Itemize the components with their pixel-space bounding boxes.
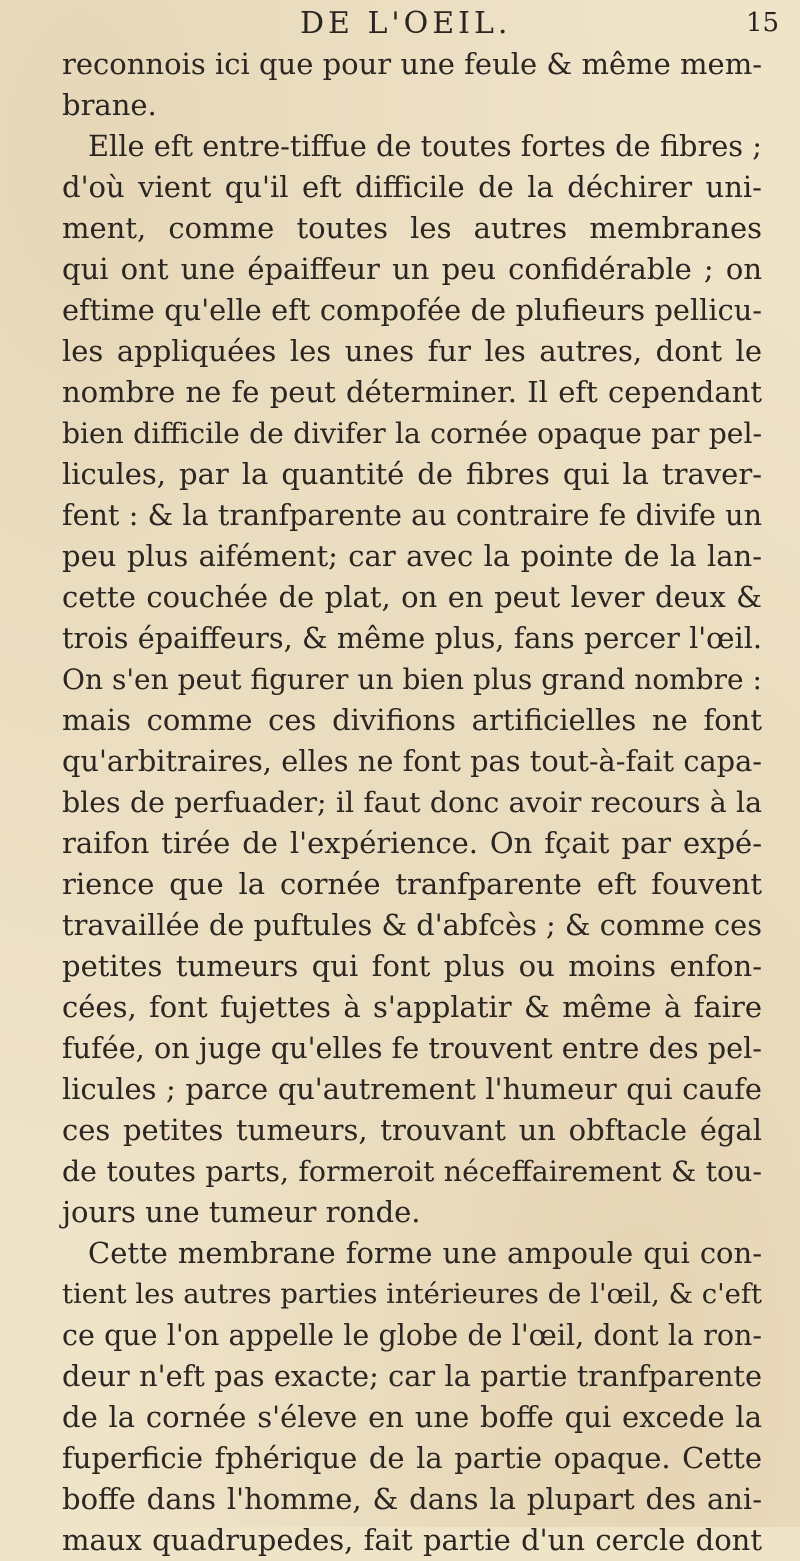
text-line: licules ; parce qu'autrement l'humeur qui caufe (62, 1072, 762, 1106)
text-line: jours une tumeur ronde. (62, 1195, 421, 1229)
text-line: d'où vient qu'il eft difficile de la déchirer uni- (62, 170, 762, 204)
text-line: On s'en peut figurer un bien plus grand nombre : (62, 663, 762, 696)
text-line: les appliquées les unes fur les autres, dont le (62, 334, 762, 368)
page-header (0, 6, 800, 46)
text-line: petites tumeurs qui font plus ou moins enfon- (62, 949, 762, 983)
text-line: qu'arbitraires, elles ne font pas tout-à-fait capa- (62, 744, 762, 778)
text-line: bles de perfuader; il faut donc avoir recours à la (62, 786, 762, 819)
text-line: licules, par la quantité de fibres qui la traver- (62, 457, 762, 491)
text-line: fent : & la tranfparente au contraire fe divife un (62, 498, 762, 532)
text-line: fufée, on juge qu'elles fe trouvent entre des pel- (62, 1031, 762, 1065)
page-number: 15 (746, 8, 780, 38)
text-line: ces petites tumeurs, trouvant un obftacle égal (62, 1113, 762, 1147)
text-line: de toutes parts, formeroit néceffairement & tou- (62, 1155, 762, 1188)
text-line: brane. (62, 88, 157, 122)
text-line: tient les autres parties intérieures de l'œil, & c'eft (62, 1279, 762, 1310)
text-line: maux quadrupedes, fait partie d'un cercle dont (62, 1523, 762, 1557)
text-line: ment, comme toutes les autres membranes (62, 211, 762, 245)
running-title: DE L'OEIL. (300, 6, 512, 41)
text-line: travaillée de puftules & d'abfcès ; & comme ces (62, 908, 762, 942)
text-line: trois épaiffeurs, & même plus, fans percer l'œil. (62, 621, 762, 655)
text-line: qui ont une épaiffeur un peu confidérable ; on (62, 252, 762, 286)
text-line: eftime qu'elle eft compofée de plufieurs pellicu- (62, 293, 762, 327)
text-line: fuperficie fphérique de la partie opaque. Cette (62, 1441, 762, 1475)
text-line: cette couchée de plat, on en peut lever deux & (62, 580, 762, 614)
text-line: Elle eft entre-tiffue de toutes fortes de fibres ; (88, 129, 762, 163)
text-line: boffe dans l'homme, & dans la plupart des ani- (62, 1482, 762, 1516)
text-line: ce que l'on appelle le globe de l'œil, dont la ron- (62, 1319, 762, 1352)
text-line: de la cornée s'éleve en une boffe qui excede la (62, 1400, 762, 1434)
text-line: nombre ne fe peut déterminer. Il eft cependant (62, 375, 762, 409)
text-line: peu plus aifément; car avec la pointe de la lan- (62, 539, 762, 573)
text-line: deur n'eft pas exacte; car la partie tranfparente (62, 1359, 762, 1393)
body-text (62, 44, 762, 1561)
text-line: bien difficile de divifer la cornée opaque par pel- (62, 417, 762, 450)
text-line: Cette membrane forme une ampoule qui con- (88, 1236, 762, 1270)
text-line: rience que la cornée tranfparente eft fouvent (62, 867, 762, 901)
text-line: raifon tirée de l'expérience. On fçait par expé- (62, 826, 762, 860)
text-line: cées, font fujettes à s'applatir & même à faire (62, 990, 762, 1024)
text-line: reconnois ici que pour une feule & même mem- (62, 47, 762, 81)
text-line: mais comme ces divifions artificielles ne font (62, 703, 762, 737)
